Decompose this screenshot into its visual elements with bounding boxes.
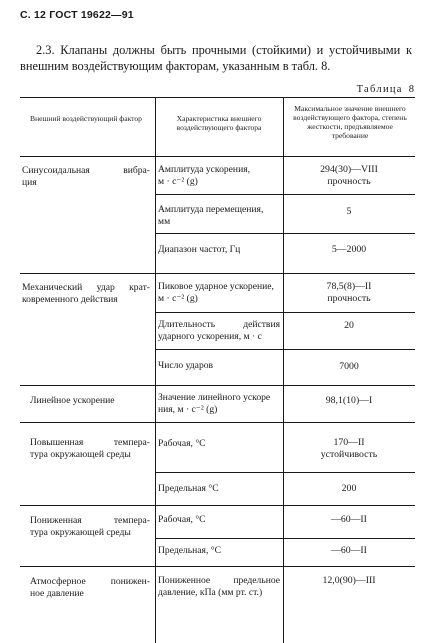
param-label: Рабочая, °С bbox=[158, 438, 206, 449]
group-rule bbox=[20, 385, 415, 386]
param-label: Предельная, °С bbox=[158, 545, 221, 556]
value-note: устойчивость bbox=[320, 449, 378, 460]
subrow-rule bbox=[155, 233, 415, 234]
param-label bbox=[158, 281, 280, 305]
param-value: 98,1(10)—I bbox=[325, 395, 373, 406]
factor-name bbox=[30, 515, 150, 527]
value-note: прочность bbox=[327, 293, 371, 304]
param-label-line: Длительность действия bbox=[158, 319, 280, 330]
value-main: 170—II bbox=[333, 437, 365, 448]
factor-name-line: Атмосферное понижен- bbox=[30, 576, 150, 587]
table-caption bbox=[357, 84, 414, 95]
value-main: 294(30)—VIII bbox=[320, 164, 378, 175]
param-value: 200 bbox=[341, 483, 357, 494]
param-value: —60—II bbox=[331, 514, 367, 525]
param-label-line: Пониженное предельное bbox=[158, 575, 280, 586]
param-value: 5 bbox=[346, 206, 352, 217]
subrow-rule bbox=[155, 472, 415, 473]
factor-name-line: Повышенная темпера- bbox=[30, 437, 150, 448]
value-note: прочность bbox=[327, 176, 371, 187]
param-label-line: Значение линейного ускоре bbox=[158, 392, 271, 403]
factor-name-cont: ковременного действия bbox=[22, 294, 118, 305]
column-divider-2 bbox=[283, 97, 284, 643]
param-label: Предельная °С bbox=[158, 483, 219, 494]
table-caption-number: 8 bbox=[408, 84, 414, 95]
table-header-rule bbox=[20, 156, 415, 157]
param-label: Число ударов bbox=[158, 360, 214, 371]
param-label-line: Пиковое ударное ускорение, bbox=[158, 281, 274, 292]
value-main: 78,5(8)—II bbox=[326, 281, 372, 292]
param-label-line: ния, м · с⁻² (g) bbox=[158, 404, 218, 415]
subrow-rule bbox=[155, 312, 415, 313]
param-label-line: Амплитуда ускорения, bbox=[158, 164, 251, 175]
param-value: 12,0(90)—III bbox=[322, 575, 376, 586]
group-rule bbox=[20, 566, 415, 567]
param-label-line: ударного ускорения, м · с bbox=[158, 331, 262, 342]
factor-name-cont: ное давление bbox=[30, 588, 84, 599]
table-caption-word: Таблица bbox=[356, 84, 403, 95]
group-rule bbox=[20, 273, 415, 274]
param-label-line: мм bbox=[158, 216, 171, 227]
param-value: 5—2000 bbox=[331, 244, 367, 255]
factor-name-cont: тура окружающей среды bbox=[30, 449, 131, 460]
intro-paragraph: 2.3. Клапаны должны быть прочными (стойкими) и устойчивыми к внешним воздействующим факторам, указанным в табл. 8. bbox=[20, 43, 412, 73]
header-characteristic: Характеристика внешнего воздействующего фактора bbox=[176, 114, 262, 132]
subrow-rule bbox=[155, 194, 415, 195]
factor-name bbox=[30, 576, 150, 588]
header-factor: Внешний воздействующий фактор bbox=[30, 114, 142, 123]
factor-name bbox=[30, 437, 150, 449]
param-label bbox=[158, 319, 280, 343]
subrow-rule bbox=[155, 349, 415, 350]
param-label: Рабочая, °С bbox=[158, 514, 206, 525]
param-label-line: м · с⁻² (g) bbox=[158, 176, 198, 187]
subrow-rule bbox=[155, 538, 415, 539]
param-label-line: давление, кПа (мм рт. ст.) bbox=[158, 587, 263, 598]
factor-name: Линейное ускорение bbox=[30, 395, 115, 406]
factor-name-cont: ция bbox=[22, 177, 37, 188]
param-label bbox=[158, 204, 280, 228]
factor-name-line: Синусоидальная вибра- bbox=[22, 165, 150, 176]
factor-name bbox=[22, 282, 150, 294]
param-value: —60—II bbox=[331, 545, 367, 556]
param-label bbox=[158, 575, 280, 599]
param-value: 7000 bbox=[339, 361, 359, 372]
param-label-line: м · с⁻² (g) bbox=[158, 293, 198, 304]
param-label: Диапазон частот, Гц bbox=[158, 244, 241, 255]
param-label bbox=[158, 392, 280, 416]
header-value: Максимальное значение внешнего воздействующего фактора, степень жесткости, предъявляемое требование bbox=[293, 104, 407, 140]
param-value: 20 bbox=[344, 320, 354, 331]
param-value bbox=[286, 164, 412, 188]
param-value bbox=[286, 437, 412, 461]
page-header: С. 12 ГОСТ 19622—91 bbox=[20, 9, 134, 21]
factor-name-line: Пониженная темпера- bbox=[30, 515, 150, 526]
param-value bbox=[286, 281, 412, 305]
column-divider-1 bbox=[155, 97, 156, 643]
param-label bbox=[158, 164, 280, 188]
factor-name bbox=[22, 165, 150, 177]
factor-name-line: Механический удар крат- bbox=[22, 282, 150, 293]
param-label-line: Амплитуда перемещения, bbox=[158, 204, 264, 215]
group-rule bbox=[20, 422, 415, 423]
table-top-rule bbox=[20, 97, 415, 98]
group-rule bbox=[20, 505, 415, 506]
factor-name-cont: тура окружающей среды bbox=[30, 527, 131, 538]
